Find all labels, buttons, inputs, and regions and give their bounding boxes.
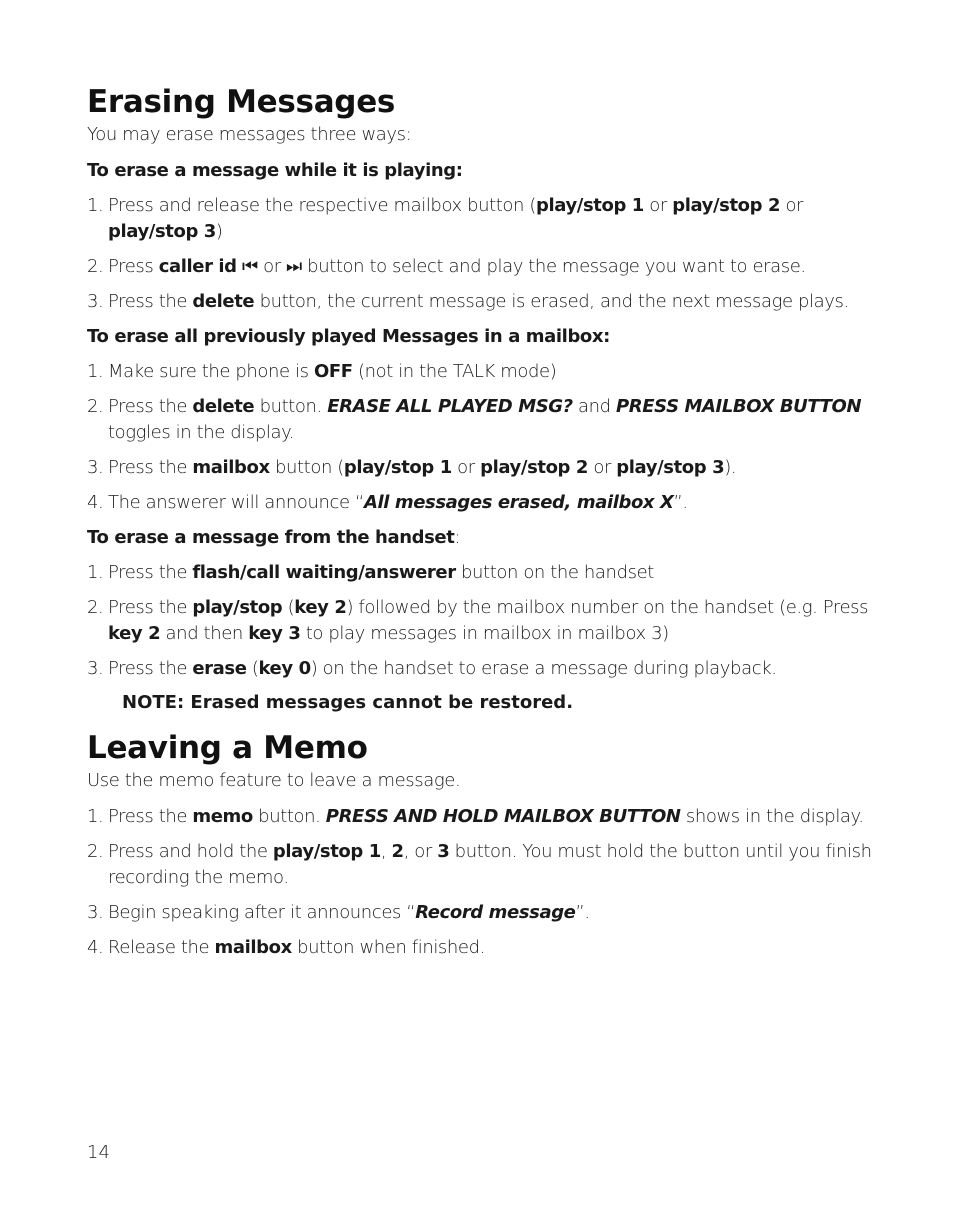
item-text: Release the mailbox button when finished.	[108, 937, 485, 958]
item-number: 1.	[87, 361, 104, 382]
list-item	[87, 359, 887, 385]
list-while-playing	[87, 193, 887, 315]
item-number: 2.	[87, 597, 104, 618]
subhead-from-handset: To erase a message from the handset:	[87, 527, 461, 548]
list-item	[87, 935, 887, 961]
memo-intro: Use the memo feature to leave a message.	[87, 770, 461, 791]
item-text: Begin speaking after it announces “Record message”.	[108, 902, 590, 923]
item-text: The answerer will announce “All messages erased, mailbox X”.	[108, 492, 688, 513]
list-item	[87, 595, 887, 647]
item-number: 3.	[87, 658, 104, 679]
list-item	[87, 490, 887, 516]
list-memo	[87, 804, 887, 961]
page-number: 14	[87, 1142, 110, 1163]
item-text: Press the delete button, the current message is erased, and the next message plays.	[108, 291, 849, 312]
item-text: Press and release the respective mailbox button (play/stop 1 or play/stop 2 or play/stop 3)	[108, 195, 804, 242]
item-text: Press the delete button. ERASE ALL PLAYED MSG? and PRESS MAILBOX BUTTON toggles in the display.	[108, 396, 862, 443]
list-item	[87, 656, 887, 682]
item-number: 3.	[87, 902, 104, 923]
item-text: Press the play/stop (key 2) followed by the mailbox number on the handset (e.g. Press key 2 and then key 3 to play messages in mailbox in mailbox 3)	[108, 597, 869, 644]
list-item	[87, 900, 887, 926]
item-number: 1.	[87, 562, 104, 583]
item-text: Make sure the phone is OFF (not in the TALK mode)	[108, 361, 557, 382]
item-text: Press caller id ⏮ or ⏭ button to select and play the message you want to erase.	[108, 256, 806, 277]
item-text: Press and hold the play/stop 1, 2, or 3 button. You must hold the button until you finish recording the memo.	[108, 841, 872, 888]
list-item	[87, 839, 887, 891]
list-item	[87, 560, 887, 586]
list-from-handset	[87, 560, 887, 682]
subhead-all-played: To erase all previously played Messages in a mailbox:	[87, 326, 610, 347]
section-title-memo: Leaving a Memo	[87, 730, 368, 766]
note-erased-messages: NOTE: Erased messages cannot be restored.	[122, 692, 574, 713]
erasing-intro: You may erase messages three ways:	[87, 124, 412, 145]
item-number: 4.	[87, 937, 104, 958]
list-item	[87, 193, 887, 245]
subhead-while-playing: To erase a message while it is playing:	[87, 160, 463, 181]
page-content	[87, 82, 887, 970]
item-number: 4.	[87, 492, 104, 513]
section-title-erasing: Erasing Messages	[87, 84, 396, 120]
item-number: 3.	[87, 457, 104, 478]
item-text: Press the flash/call waiting/answerer button on the handset	[108, 562, 654, 583]
item-number: 2.	[87, 841, 104, 862]
item-number: 2.	[87, 396, 104, 417]
list-item	[87, 289, 887, 315]
list-item	[87, 394, 887, 446]
item-number: 3.	[87, 291, 104, 312]
item-number: 1.	[87, 195, 104, 216]
item-number: 1.	[87, 806, 104, 827]
item-text: Press the memo button. PRESS AND HOLD MAILBOX BUTTON shows in the display.	[108, 806, 864, 827]
list-item	[87, 254, 887, 280]
list-item	[87, 455, 887, 481]
item-text: Press the mailbox button (play/stop 1 or play/stop 2 or play/stop 3).	[108, 457, 737, 478]
item-text: Press the erase (key 0) on the handset to erase a message during playback.	[108, 658, 777, 679]
item-number: 2.	[87, 256, 104, 277]
list-all-played	[87, 359, 887, 516]
list-item	[87, 804, 887, 830]
